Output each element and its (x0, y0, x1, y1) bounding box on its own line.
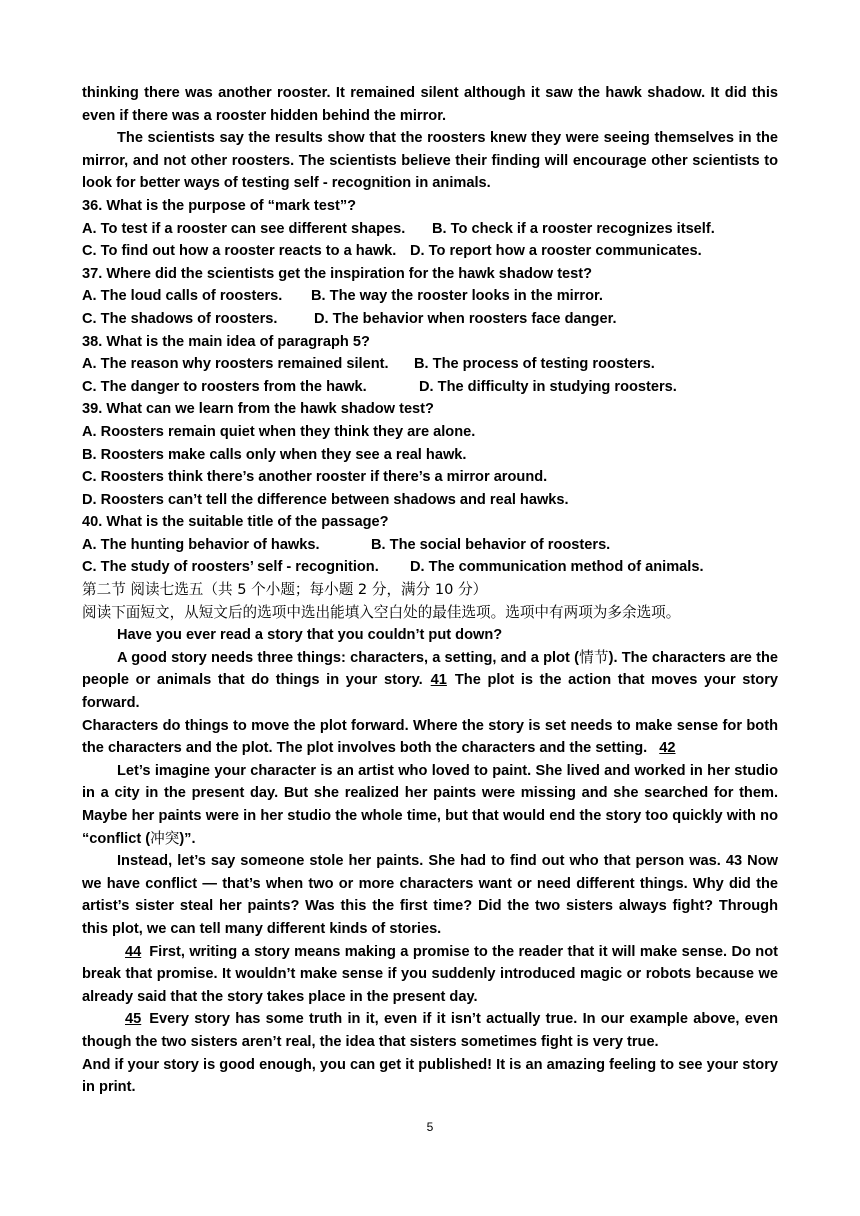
passage-p4-cn: 冲突 (150, 829, 180, 847)
blank-41: 41 (430, 672, 447, 689)
option-36-d: D. To report how a rooster communicates. (410, 243, 702, 260)
option-38-a: A. The reason why roosters remained silent. (82, 356, 389, 373)
passage-paragraph-3 (82, 715, 778, 760)
option-38-c: C. The danger to roosters from the hawk. (82, 378, 367, 395)
passage-paragraph-2 (82, 647, 778, 715)
option-37-a: A. The loud calls of roosters. (82, 288, 283, 305)
option-36-c: C. To find out how a rooster reacts to a hawk. (82, 243, 397, 260)
question-39-stem: 39. What can we learn from the hawk shadow test? (82, 401, 434, 418)
passage-p2-after: The plot is the action that moves your story forward. (82, 672, 778, 712)
passage-p6-text: First, writing a story means making a promise to the reader that it will make sense. Do not break that promise. It wouldn’t make sense if you suddenly introduced magic or robots because we already said that the story takes place in the present day. (82, 943, 778, 1005)
question-38-row-2 (82, 376, 778, 399)
question-36-row-1 (82, 218, 778, 241)
option-37-d: D. The behavior when roosters face danger. (314, 310, 617, 327)
option-37-c: C. The shadows of roosters. (82, 310, 278, 327)
passage-p3-text: Characters do things to move the plot forward. Where the story is set needs to make sense for both the characters and the plot. The plot involves both the characters and the setting. (82, 717, 778, 757)
question-38-row-1 (82, 353, 778, 376)
passage-p2-before: A good story needs three things: characters, a setting, and a plot ( (117, 649, 579, 666)
option-39-d: D. Roosters can’t tell the difference between shadows and real hawks. (82, 491, 569, 508)
document-page (82, 82, 778, 1099)
question-40-row-2 (82, 556, 778, 579)
question-37-row-1 (82, 285, 778, 308)
passage-paragraph-4 (82, 760, 778, 850)
question-36-row-2 (82, 240, 778, 263)
passage-paragraph-1: Have you ever read a story that you couldn’t put down? (117, 627, 503, 644)
intro-paragraph-1: thinking there was another rooster. It remained silent although it saw the hawk shadow. It did this even if there was a rooster hidden behind the mirror. (82, 85, 778, 124)
passage-paragraph-6 (82, 941, 778, 1009)
blank-42: 42 (659, 740, 676, 757)
section-heading: 第二节 阅读七选五（共 5 个小题；每小题 2 分，满分 10 分） (82, 581, 488, 599)
option-38-b: B. The process of testing roosters. (414, 356, 655, 373)
option-38-d: D. The difficulty in studying roosters. (419, 378, 677, 395)
passage-p2-mid: ). The characters are the people or animals that do things in your story. (82, 649, 778, 689)
passage-p4-after: )”. (179, 830, 196, 847)
page-number: 5 (426, 1120, 434, 1134)
passage-p4-before: Let’s imagine your character is an artist who loved to paint. She lived and worked in her studio in a city in the present day. But she realized her paints were missing and she searched for them. Maybe her paints were in her studio the whole time, but that would end the story too quickly with no “conflict ( (82, 762, 778, 847)
blank-45: 45 (125, 1011, 142, 1028)
option-37-b: B. The way the rooster looks in the mirror. (311, 288, 603, 305)
question-37-stem: 37. Where did the scientists get the inspiration for the hawk shadow test? (82, 265, 593, 282)
blank-43: 43 (725, 853, 743, 870)
option-39-c: C. Roosters think there’s another rooster if there’s a mirror around. (82, 469, 548, 486)
option-40-b: B. The social behavior of roosters. (371, 536, 611, 553)
option-40-d: D. The communication method of animals. (410, 559, 704, 576)
option-39-a: A. Roosters remain quiet when they think they are alone. (82, 423, 476, 440)
question-37-row-2 (82, 308, 778, 331)
passage-p2-cn: 情节 (578, 648, 609, 666)
passage-p5-after: Now we have conflict — that’s when two or more characters want or need different things. Why did the artist’s sister steal her paints? Was this the first time? Did the two sisters always fight? Through this plot, we can tell many different kinds of stories. (82, 853, 778, 937)
passage-p5-before: Instead, let’s say someone stole her paints. She had to find out who that person was. (117, 853, 721, 870)
option-36-b: B. To check if a rooster recognizes itself. (432, 220, 715, 237)
blank-44: 44 (125, 943, 142, 960)
option-40-c: C. The study of roosters’ self - recognition. (82, 559, 379, 576)
question-40-stem: 40. What is the suitable title of the passage? (82, 514, 389, 531)
passage-paragraph-8: And if your story is good enough, you can get it published! It is an amazing feeling to see your story in print. (82, 1056, 778, 1096)
passage-paragraph-7 (82, 1008, 778, 1053)
intro-paragraph-2: The scientists say the results show that the roosters knew they were seeing themselves in the mirror, and not other roosters. The scientists believe their finding will encourage other scientists to look for better ways of testing self - recognition in animals. (82, 130, 778, 192)
question-36-stem: 36. What is the purpose of “mark test”? (82, 197, 357, 214)
passage-p7-text: Every story has some truth in it, even if it isn’t actually true. In our example above, even though the two sisters aren’t real, the idea that sisters sometimes fight is very true. (82, 1011, 778, 1050)
question-38-stem: 38. What is the main idea of paragraph 5? (82, 333, 370, 350)
question-40-row-1 (82, 534, 778, 557)
option-40-a: A. The hunting behavior of hawks. (82, 536, 320, 553)
section-instruction: 阅读下面短文，从短文后的选项中选出能填入空白处的最佳选项。选项中有两项为多余选项。 (82, 603, 681, 621)
passage-paragraph-5 (82, 850, 778, 940)
option-39-b: B. Roosters make calls only when they see a real hawk. (82, 446, 467, 463)
option-36-a: A. To test if a rooster can see different shapes. (82, 220, 406, 237)
